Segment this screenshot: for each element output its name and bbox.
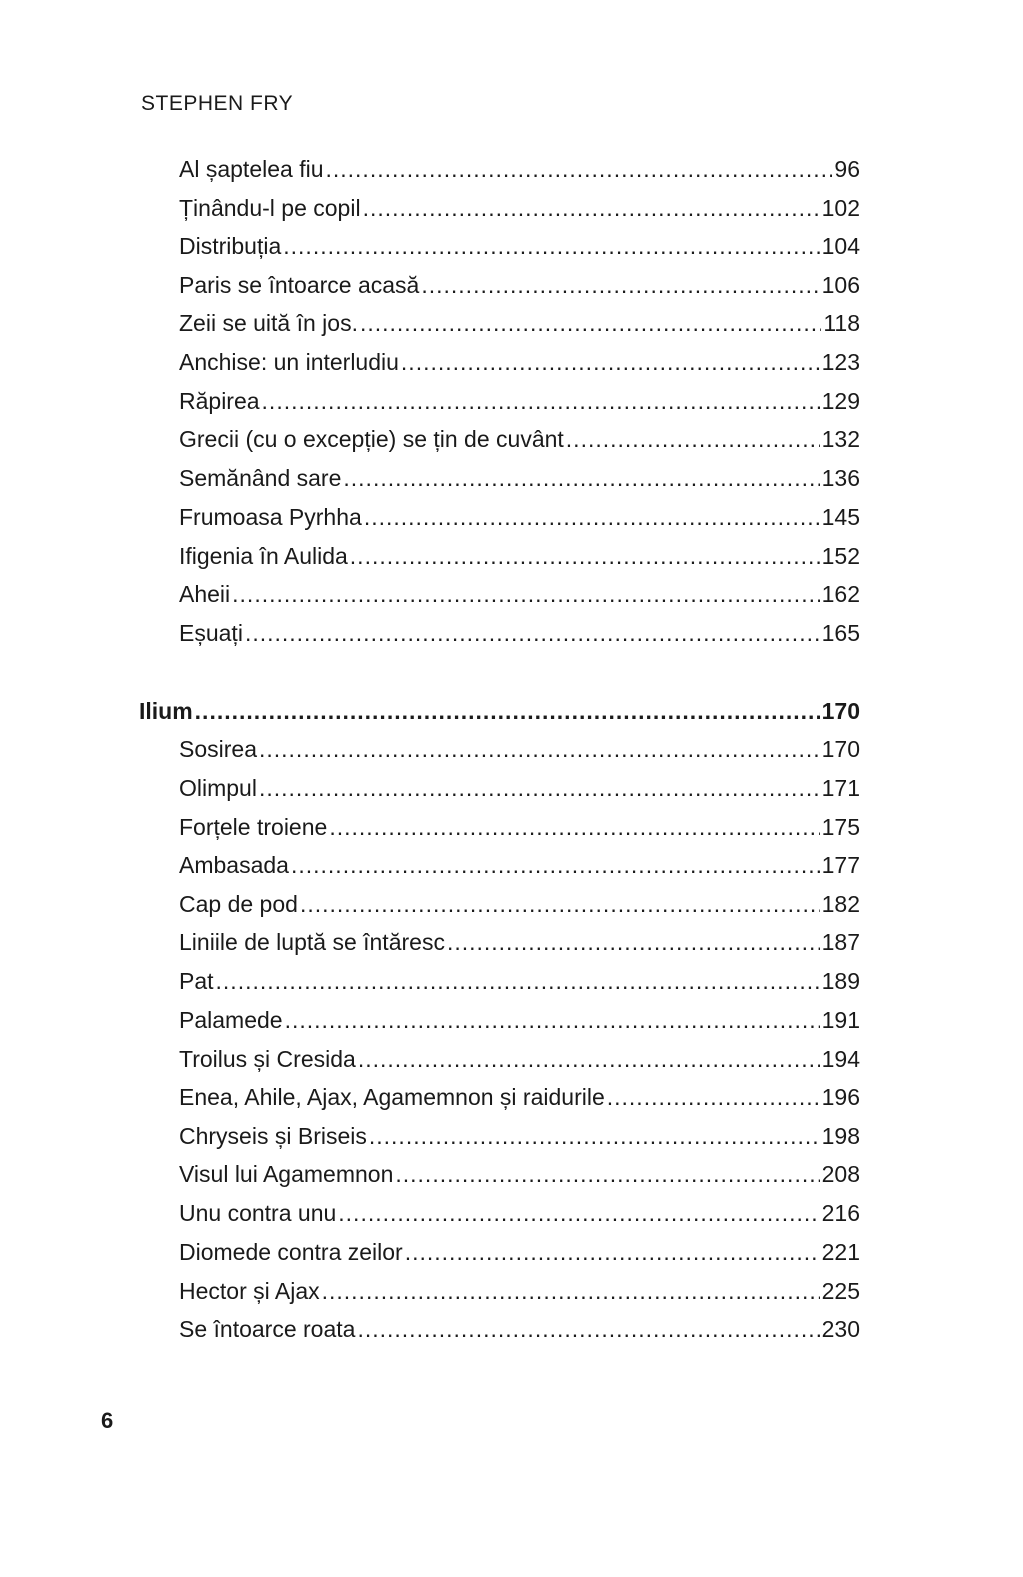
toc-entry-page: 162 bbox=[821, 581, 860, 607]
dot-leader bbox=[283, 227, 819, 265]
toc-entry[interactable] bbox=[179, 1310, 860, 1348]
toc-entry-page: 216 bbox=[821, 1200, 860, 1226]
toc-entry-page: 171 bbox=[821, 775, 860, 801]
toc-entry-page: 189 bbox=[821, 968, 860, 994]
toc-entry-title: Zeii se uită în jos. bbox=[179, 310, 358, 336]
toc-entry[interactable] bbox=[179, 575, 860, 613]
toc-entry-title: Visul lui Agamemnon bbox=[179, 1161, 394, 1187]
dot-leader bbox=[195, 692, 820, 730]
toc-entry-page: 118 bbox=[823, 310, 860, 336]
dot-leader bbox=[329, 808, 819, 846]
dot-leader bbox=[262, 382, 820, 420]
dot-leader bbox=[343, 459, 819, 497]
dot-leader bbox=[360, 304, 821, 342]
toc-entry-title: Răpirea bbox=[179, 388, 260, 414]
dot-leader bbox=[607, 1078, 820, 1116]
toc-entry-page: 152 bbox=[821, 543, 860, 569]
toc-entry-page: 230 bbox=[821, 1316, 860, 1342]
toc-entry-page: 165 bbox=[821, 620, 860, 646]
toc-entry-page: 129 bbox=[821, 388, 860, 414]
toc-entry-page: 225 bbox=[821, 1278, 860, 1304]
toc-entry[interactable] bbox=[179, 304, 860, 342]
toc-entry-title: Grecii (cu o excepție) se țin de cuvânt bbox=[179, 426, 564, 452]
toc-entry-title: Se întoarce roata bbox=[179, 1316, 356, 1342]
toc-entry[interactable] bbox=[179, 420, 860, 458]
dot-leader bbox=[291, 846, 820, 884]
toc-entry-title: Unu contra unu bbox=[179, 1200, 337, 1226]
toc-entry-page: 182 bbox=[821, 891, 860, 917]
toc-entry[interactable] bbox=[179, 730, 860, 768]
toc-entry[interactable] bbox=[179, 614, 860, 652]
dot-leader bbox=[358, 1040, 820, 1078]
toc-entry-title: Forțele troiene bbox=[179, 814, 328, 840]
toc-entry[interactable] bbox=[179, 1117, 860, 1155]
toc-entry[interactable] bbox=[179, 227, 860, 265]
toc-entry[interactable] bbox=[179, 498, 860, 536]
toc-entry-page: 196 bbox=[821, 1084, 860, 1110]
toc-entry-title: Eșuați bbox=[179, 620, 243, 646]
toc-entry-title: Diomede contra zeilor bbox=[179, 1239, 403, 1265]
toc-entry-page: 191 bbox=[821, 1007, 860, 1033]
toc-entry[interactable] bbox=[179, 962, 860, 1000]
toc-entry[interactable] bbox=[179, 885, 860, 923]
toc-entry[interactable] bbox=[179, 1040, 860, 1078]
toc-entry[interactable] bbox=[179, 769, 860, 807]
toc-entry-title: Liniile de luptă se întăresc bbox=[179, 929, 445, 955]
toc-entry[interactable] bbox=[179, 537, 860, 575]
toc-entry-title: Semănând sare bbox=[179, 465, 342, 491]
toc-section-heading[interactable] bbox=[139, 692, 860, 730]
dot-leader bbox=[421, 266, 819, 304]
toc-entry-title: Distribuția bbox=[179, 233, 282, 259]
dot-leader bbox=[357, 1310, 819, 1348]
toc-entry-title: Pat bbox=[179, 968, 214, 994]
dot-leader bbox=[364, 498, 820, 536]
toc-entry-page: 177 bbox=[821, 852, 860, 878]
toc-entry-page: 221 bbox=[821, 1239, 860, 1265]
dot-leader bbox=[338, 1194, 819, 1232]
toc-entry-title: Hector și Ajax bbox=[179, 1278, 320, 1304]
toc-entry-page: 198 bbox=[821, 1123, 860, 1149]
dot-leader bbox=[300, 885, 820, 923]
dot-leader bbox=[350, 537, 820, 575]
dot-leader bbox=[363, 189, 820, 227]
toc-entry-page: 106 bbox=[821, 272, 860, 298]
dot-leader bbox=[285, 1001, 820, 1039]
running-head: STEPHEN FRY bbox=[141, 92, 294, 115]
toc-entry-page: 187 bbox=[821, 929, 860, 955]
toc-entry[interactable] bbox=[179, 1001, 860, 1039]
toc-entry-title: Olimpul bbox=[179, 775, 257, 801]
dot-leader bbox=[232, 575, 819, 613]
toc-entry[interactable] bbox=[179, 923, 860, 961]
toc-entry-title: Frumoasa Pyrhha bbox=[179, 504, 362, 530]
toc-entry[interactable] bbox=[179, 189, 860, 227]
toc-entry-title: Anchise: un interludiu bbox=[179, 349, 399, 375]
toc-entry[interactable] bbox=[179, 1233, 860, 1271]
toc-entry-page: 145 bbox=[821, 504, 860, 530]
toc-entry-title: Chryseis și Briseis bbox=[179, 1123, 367, 1149]
toc-section-title: Ilium bbox=[139, 698, 193, 724]
page-number: 6 bbox=[101, 1408, 114, 1433]
toc-entry-page: 123 bbox=[821, 349, 860, 375]
toc-entry[interactable] bbox=[179, 343, 860, 381]
toc-entry-title: Ambasada bbox=[179, 852, 289, 878]
toc-entry[interactable] bbox=[179, 459, 860, 497]
toc-entry[interactable] bbox=[179, 382, 860, 420]
toc-entry[interactable] bbox=[179, 846, 860, 884]
dot-leader bbox=[322, 1272, 820, 1310]
dot-leader bbox=[566, 420, 820, 458]
toc-entry[interactable] bbox=[179, 1272, 860, 1310]
toc-entry[interactable] bbox=[179, 808, 860, 846]
toc-section-page: 170 bbox=[821, 698, 860, 724]
toc-entry-page: 96 bbox=[834, 156, 860, 182]
dot-leader bbox=[245, 614, 820, 652]
toc-entry-page: 194 bbox=[821, 1046, 860, 1072]
dot-leader bbox=[259, 730, 820, 768]
dot-leader bbox=[447, 923, 820, 961]
dot-leader bbox=[325, 150, 832, 188]
toc-entry[interactable] bbox=[179, 1194, 860, 1232]
toc-entry-page: 136 bbox=[821, 465, 860, 491]
toc-entry-page: 102 bbox=[821, 195, 860, 221]
toc-entry-page: 175 bbox=[821, 814, 860, 840]
toc-entry[interactable] bbox=[179, 150, 860, 188]
dot-leader bbox=[401, 343, 820, 381]
toc-entry-page: 170 bbox=[821, 736, 860, 762]
dot-leader bbox=[395, 1155, 819, 1193]
dot-leader bbox=[405, 1233, 820, 1271]
toc-entry[interactable] bbox=[179, 1155, 860, 1193]
toc-entry-page: 132 bbox=[821, 426, 860, 452]
toc-entry-title: Al șaptelea fiu bbox=[179, 156, 324, 182]
toc-entry-page: 208 bbox=[821, 1161, 860, 1187]
toc-entry-title: Palamede bbox=[179, 1007, 283, 1033]
dot-leader bbox=[259, 769, 820, 807]
toc-entry-title: Enea, Ahile, Ajax, Agamemnon și raidurile bbox=[179, 1084, 605, 1110]
toc-entry-title: Troilus și Cresida bbox=[179, 1046, 356, 1072]
toc-entry-title: Sosirea bbox=[179, 736, 257, 762]
toc-entry-title: Ținându-l pe copil bbox=[179, 195, 361, 221]
toc-entry-title: Aheii bbox=[179, 581, 231, 607]
toc-entry[interactable] bbox=[179, 266, 860, 304]
dot-leader bbox=[216, 962, 820, 1000]
toc-entry-page: 104 bbox=[821, 233, 860, 259]
toc-entry-title: Paris se întoarce acasă bbox=[179, 272, 420, 298]
dot-leader bbox=[369, 1117, 820, 1155]
toc-entry-title: Cap de pod bbox=[179, 891, 298, 917]
toc-entry-title: Ifigenia în Aulida bbox=[179, 543, 348, 569]
toc-entry[interactable] bbox=[179, 1078, 860, 1116]
